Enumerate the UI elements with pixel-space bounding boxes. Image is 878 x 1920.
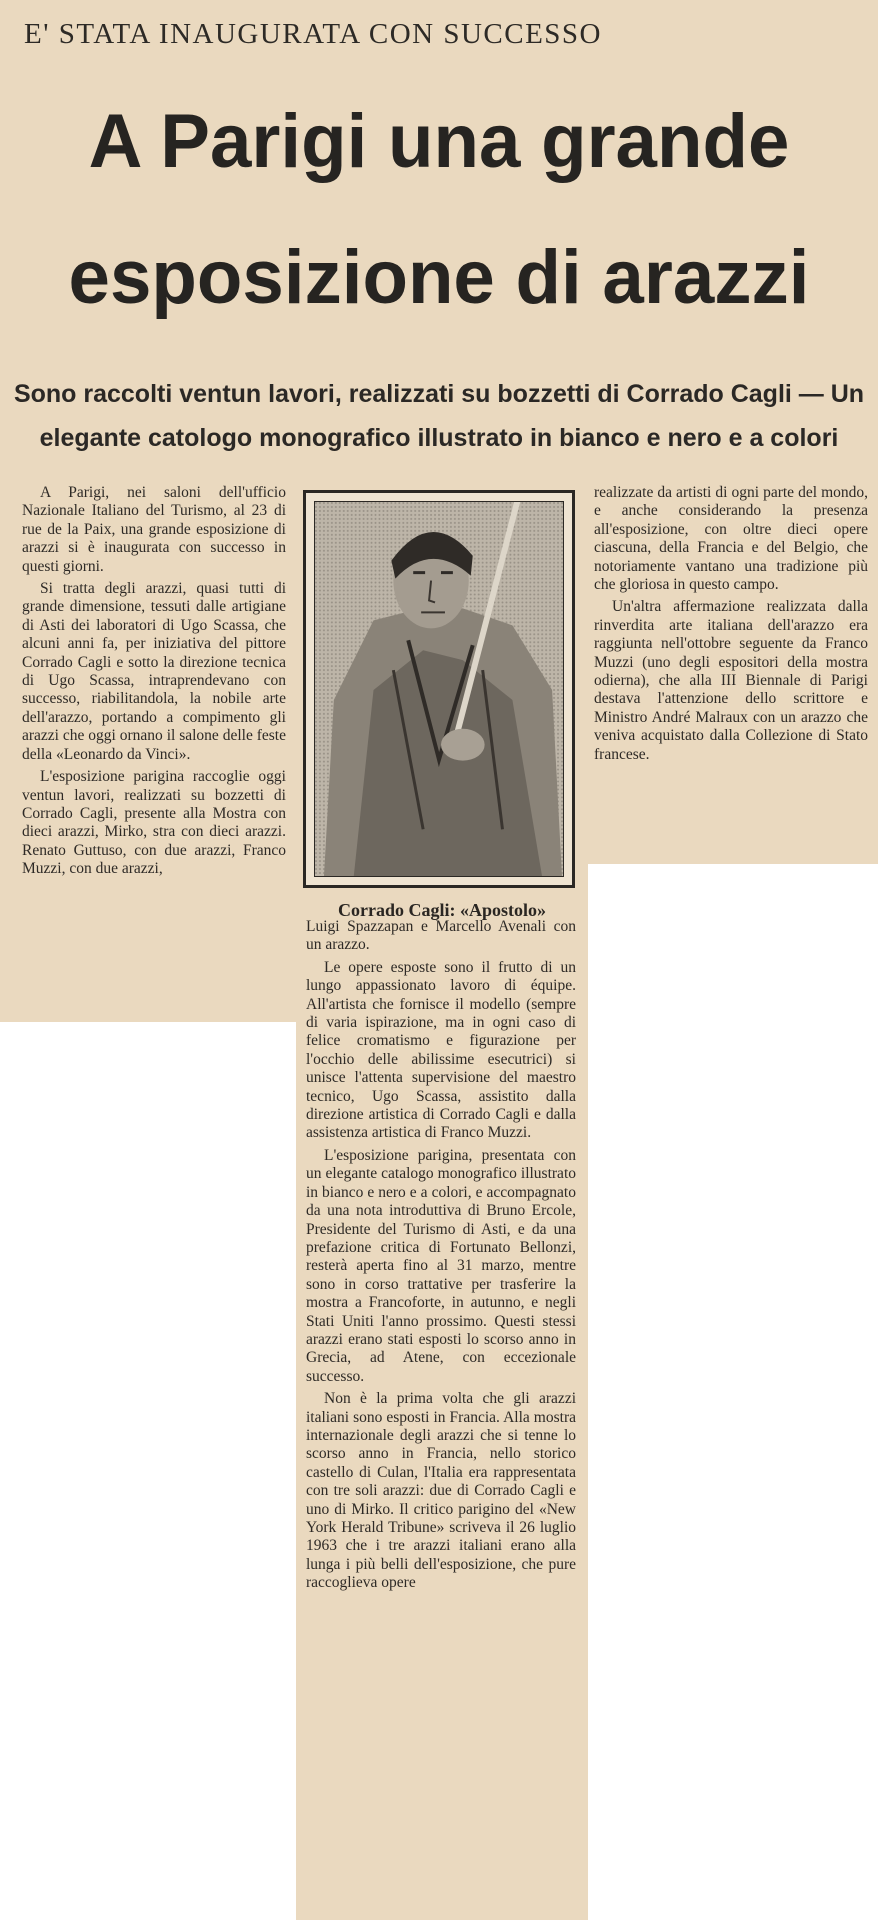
photo-caption: Corrado Cagli: «Apostolo» xyxy=(338,900,546,920)
subheadline-line-2: elegante catologo monografico illustrato in bianco e nero e a colori xyxy=(39,424,839,452)
paragraph: Non è la prima volta che gli arazzi italiani sono esposti in Francia. Alla mostra internazionale degli arazzi che si tenne lo scorso anno in Francia, nello storico castello di Culan, l'Italia era rappresentata con tre soli arazzi: due di Corrado Cagli e uno di Mirko. Il critico parigino del «New York Herald Tribune» scriveva il 26 luglio 1963 che i tre arazzi italiani erano alla lunga i più belli dell'esposizione, che pure raccoglieva opere xyxy=(306,1390,576,1592)
paragraph: Le opere esposte sono il frutto di un lungo appassionato lavoro di équipe. All'artista che fornisce il modello (sempre di varia ispirazione, ma in ogni caso di felice cromatismo e figurazione per l'occhio delle abilissime esecutrici) si unisce l'attenta supervisione del maestro tecnico, Ugo Scassa, assistito dalla direzione artistica di Corrado Cagli e dalla assistenza artistica di Franco Muzzi. xyxy=(306,958,576,1142)
paragraph: Si tratta degli arazzi, quasi tutti di grande dimensione, tessuti dalle artigiane di Asti dei laboratori di Ugo Scassa, che alcuni anni fa, per iniziativa del pittore Corrado Cagli e sotto la direzione tecnica di Ugo Scassa, intraprendevano con successo, riabilitandola, la nobile arte dell'arazzo, portando a compimento gli arazzi che oggi ornano il salone delle feste della «Leonardo da Vinci». xyxy=(22,580,286,763)
tapestry-photo xyxy=(303,490,575,888)
paragraph: A Parigi, nei saloni dell'ufficio Nazionale Italiano del Turismo, al 23 di rue de la Paix, una grande esposizione di arazzi si è inaugurata con successo in questi giorni. xyxy=(22,484,286,575)
paragraph: L'esposizione parigina raccoglie oggi ventun lavori, realizzati su bozzetti di Corrado Cagli, presente alla Mostra con dieci arazzi, Mirko, stra con dieci arazzi. Renato Guttuso, con due arazzi, Franco Muzzi, con due arazzi, xyxy=(22,768,286,878)
newsprint-clipping-left-tail xyxy=(0,860,296,1022)
article-column-middle xyxy=(306,918,576,1597)
headline-line-1: A Parigi una grande xyxy=(88,99,790,184)
paragraph: Un'altra affermazione realizzata dalla rinverdita arte italiana dell'arazzo era raggiunta nell'ottobre seguente da Franco Muzzi (uno degli espositori della mostra odierna), che alla III Biennale di Parigi destava l'attenzione dello scrittore e Ministro André Malraux con un arazzo che veniva acquistato dalla Collezione di Stato francese. xyxy=(594,598,868,763)
paragraph: realizzate da artisti di ogni parte del mondo, e anche considerando la presenza all'esposizione, con oltre dieci opere ciascuna, della Francia e del Belgio, che notoriamente vantano una tradizione più che gloriosa in questo campo. xyxy=(594,484,868,594)
headline-line-2: esposizione di arazzi xyxy=(68,235,810,320)
apostle-tapestry-image xyxy=(314,501,564,877)
article-column-left xyxy=(22,484,286,883)
paragraph: L'esposizione parigina, presentata con un elegante catalogo monografico illustrato in bianco e nero e a colori, e accompagnato da una nota introduttiva di Bruno Ercole, Presidente del Turismo di Asti, e da una prefazione critica di Fortunato Bellonzi, resterà aperta fino al 31 marzo, mentre sono in corso trattative per trasferire la mostra a Francoforte, in autunno, e negli Stati Uniti l'anno prossimo. Questi stessi arazzi erano stati esposti lo scorso anno in Grecia, ad Atene, con eccezionale successo. xyxy=(306,1146,576,1385)
subheadline-line-1: Sono raccolti ventun lavori, realizzati su bozzetti di Corrado Cagli — Un xyxy=(13,380,865,408)
article-kicker: E' STATA INAUGURATA CON SUCCESSO xyxy=(24,18,603,50)
article-column-right xyxy=(594,484,868,768)
paragraph: Luigi Spazzapan e Marcello Avenali con un arazzo. xyxy=(306,918,576,954)
